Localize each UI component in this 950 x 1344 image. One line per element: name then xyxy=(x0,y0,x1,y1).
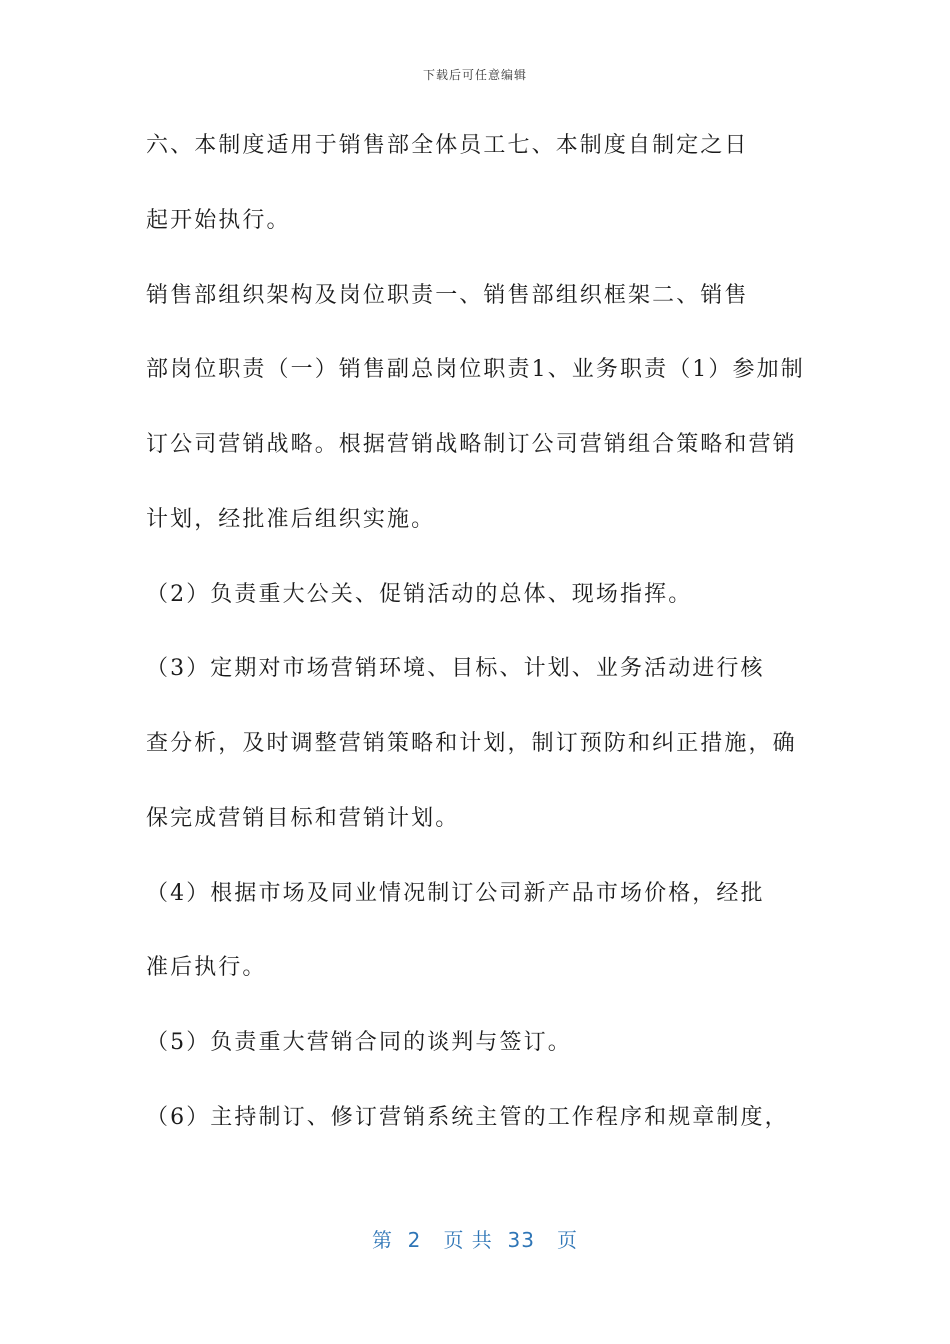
body-line: （3）定期对市场营销环境、目标、计划、业务活动进行核 xyxy=(146,656,765,681)
body-line: 查分析，及时调整营销策略和计划，制订预防和纠正措施，确 xyxy=(146,731,797,756)
body-line: （4）根据市场及同业情况制订公司新产品市场价格，经批 xyxy=(146,881,765,906)
page-number-footer: 第 2 页 共 33 页 xyxy=(371,1228,579,1252)
body-line: 部岗位职责（一）销售副总岗位职责1、业务职责（1）参加制 xyxy=(146,357,805,382)
body-line: （6）主持制订、修订营销系统主管的工作程序和规章制度， xyxy=(146,1105,789,1130)
body-line: 起开始执行。 xyxy=(146,208,291,233)
body-line: （5）负责重大营销合同的谈判与签订。 xyxy=(146,1030,572,1055)
body-line: 销售部组织架构及岗位职责一、销售部组织框架二、销售 xyxy=(146,283,749,308)
body-line: 六、本制度适用于销售部全体员工七、本制度自制定之日 xyxy=(146,133,749,158)
body-line: （2）负责重大公关、促销活动的总体、现场指挥。 xyxy=(146,582,693,607)
header-note: 下载后可任意编辑 xyxy=(422,68,527,82)
body-line: 准后执行。 xyxy=(146,955,267,980)
body-line: 计划，经批准后组织实施。 xyxy=(146,507,436,532)
body-line: 保完成营销目标和营销计划。 xyxy=(146,806,460,831)
body-line: 订公司营销战略。根据营销战略制订公司营销组合策略和营销 xyxy=(146,432,797,457)
